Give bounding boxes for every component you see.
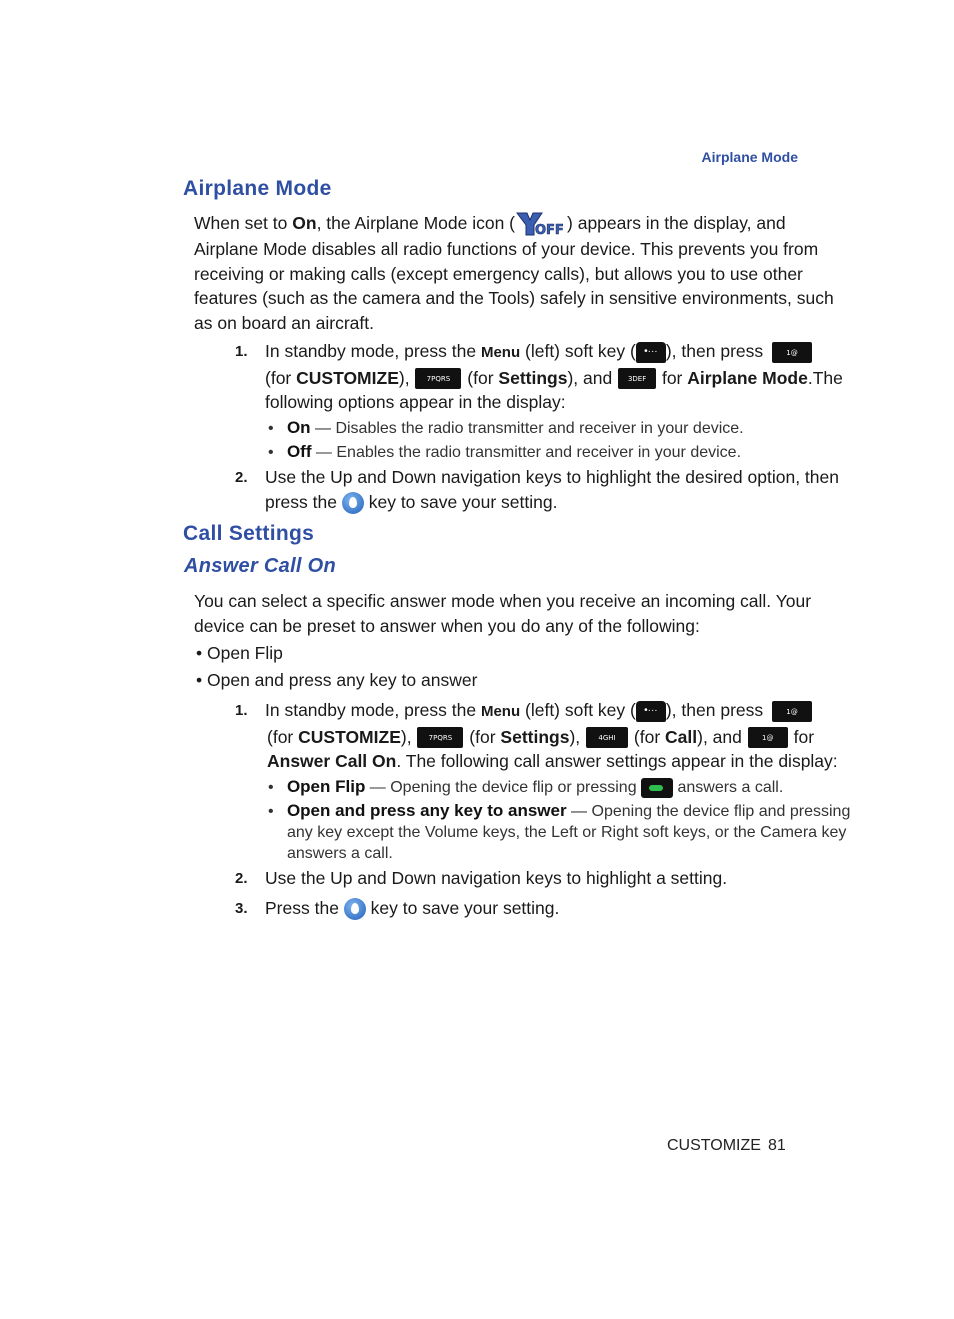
running-header: Airplane Mode <box>701 149 798 165</box>
section-heading-call-settings: Call Settings <box>183 522 315 545</box>
key-1-icon: 1@ <box>772 701 812 722</box>
intro-line-2: Airplane Mode disables all radio functions of your device. This prevents you from <box>194 239 819 260</box>
call-intro-line-2: device can be preset to answer when you do any of the following: <box>194 615 700 636</box>
list-item: • Open and press any key to answer <box>196 670 478 690</box>
airplane-intro <box>194 211 834 335</box>
left-soft-key-icon: •··· <box>636 701 666 722</box>
step-number: 2. <box>235 870 248 887</box>
key-1-icon: 1@ <box>772 342 812 363</box>
intro-line-1: When set to On, the Airplane Mode icon ( OFF ) appears in the display, and <box>194 213 786 238</box>
option-open-flip: • Open Flip — Opening the device flip or pressing answers a call. <box>268 777 784 796</box>
section-heading-airplane-mode: Airplane Mode <box>183 177 332 200</box>
call-intro-line-1: You can select a specific answer mode when you receive an incoming call. Your <box>194 591 812 611</box>
step-number: 2. <box>235 469 248 486</box>
footer-section: CUSTOMIZE <box>667 1137 761 1154</box>
send-key-icon <box>641 778 673 798</box>
step1-line-2: (for CUSTOMIZE), 7PQRS (for Settings), and 3DEF for Airplane Mode.The <box>265 367 843 388</box>
airplane-icon-text: OFF <box>535 223 564 238</box>
option-any-key: • Open and press any key to answer — Opening the device flip and pressing <box>268 801 851 820</box>
key-7-icon: 7PQRS <box>415 368 461 389</box>
step-number: 3. <box>235 900 248 917</box>
left-soft-key-icon: •··· <box>636 342 666 363</box>
subheading-answer-call-on: Answer Call On <box>184 555 337 577</box>
step2-line-1: Use the Up and Down navigation keys to highlight the desired option, then <box>265 467 839 487</box>
call-step1-line-2: (for CUSTOMIZE), 7PQRS (for Settings), 4GHI (for Call), and 1@ for <box>267 726 815 747</box>
page-number: 81 <box>768 1137 786 1154</box>
option-any-key-line-3: answers a call. <box>287 845 393 862</box>
step-number: 1. <box>235 343 248 360</box>
option-off: • Off — Enables the radio transmitter and receiver in your device. <box>268 442 742 461</box>
intro-line-5: as on board an aircraft. <box>194 312 374 333</box>
ok-key-icon <box>344 898 366 920</box>
step1-line-3: following options appear in the display: <box>265 392 566 412</box>
call-settings-intro <box>194 589 811 638</box>
key-3-icon: 3DEF <box>618 368 656 389</box>
airplane-step-1 <box>265 339 843 415</box>
key-1-icon: 1@ <box>748 727 788 748</box>
call-step-2: Use the Up and Down navigation keys to highlight a setting. <box>265 868 728 888</box>
call-step-3: Press the key to save your setting. <box>265 896 559 921</box>
key-4-icon: 4GHI <box>586 727 628 748</box>
call-step-1 <box>265 698 838 774</box>
list-item: • Open Flip <box>196 643 283 663</box>
answer-mode-list <box>196 641 477 695</box>
airplane-step-2 <box>265 465 839 514</box>
option-on: • On — Disables the radio transmitter and receiver in your device. <box>268 418 744 437</box>
call-answer-options <box>268 776 850 864</box>
key-7-icon: 7PQRS <box>417 727 463 748</box>
step-number: 1. <box>235 702 248 719</box>
call-step1-line-3: Answer Call On. The following call answer settings appear in the display: <box>267 751 838 771</box>
airplane-options <box>268 417 744 465</box>
intro-line-3: receiving or making calls (except emergency calls), but allows you to use other <box>194 263 803 284</box>
intro-line-4: features (such as the camera and the Tools) safely in sensitive environments, such <box>194 288 834 309</box>
step2-line-2: press the key to save your setting. <box>265 490 839 515</box>
ok-key-icon <box>342 492 364 514</box>
airplane-mode-icon <box>515 211 567 237</box>
option-any-key-line-2: any key except the Volume keys, the Left or Right soft keys, or the Camera key <box>287 824 847 841</box>
step1-line-1: In standby mode, press the Menu (left) soft key ( •··· ), then press 1@ <box>265 339 843 366</box>
call-step1-line-1: In standby mode, press the Menu (left) soft key ( •··· ), then press 1@ <box>265 698 838 725</box>
